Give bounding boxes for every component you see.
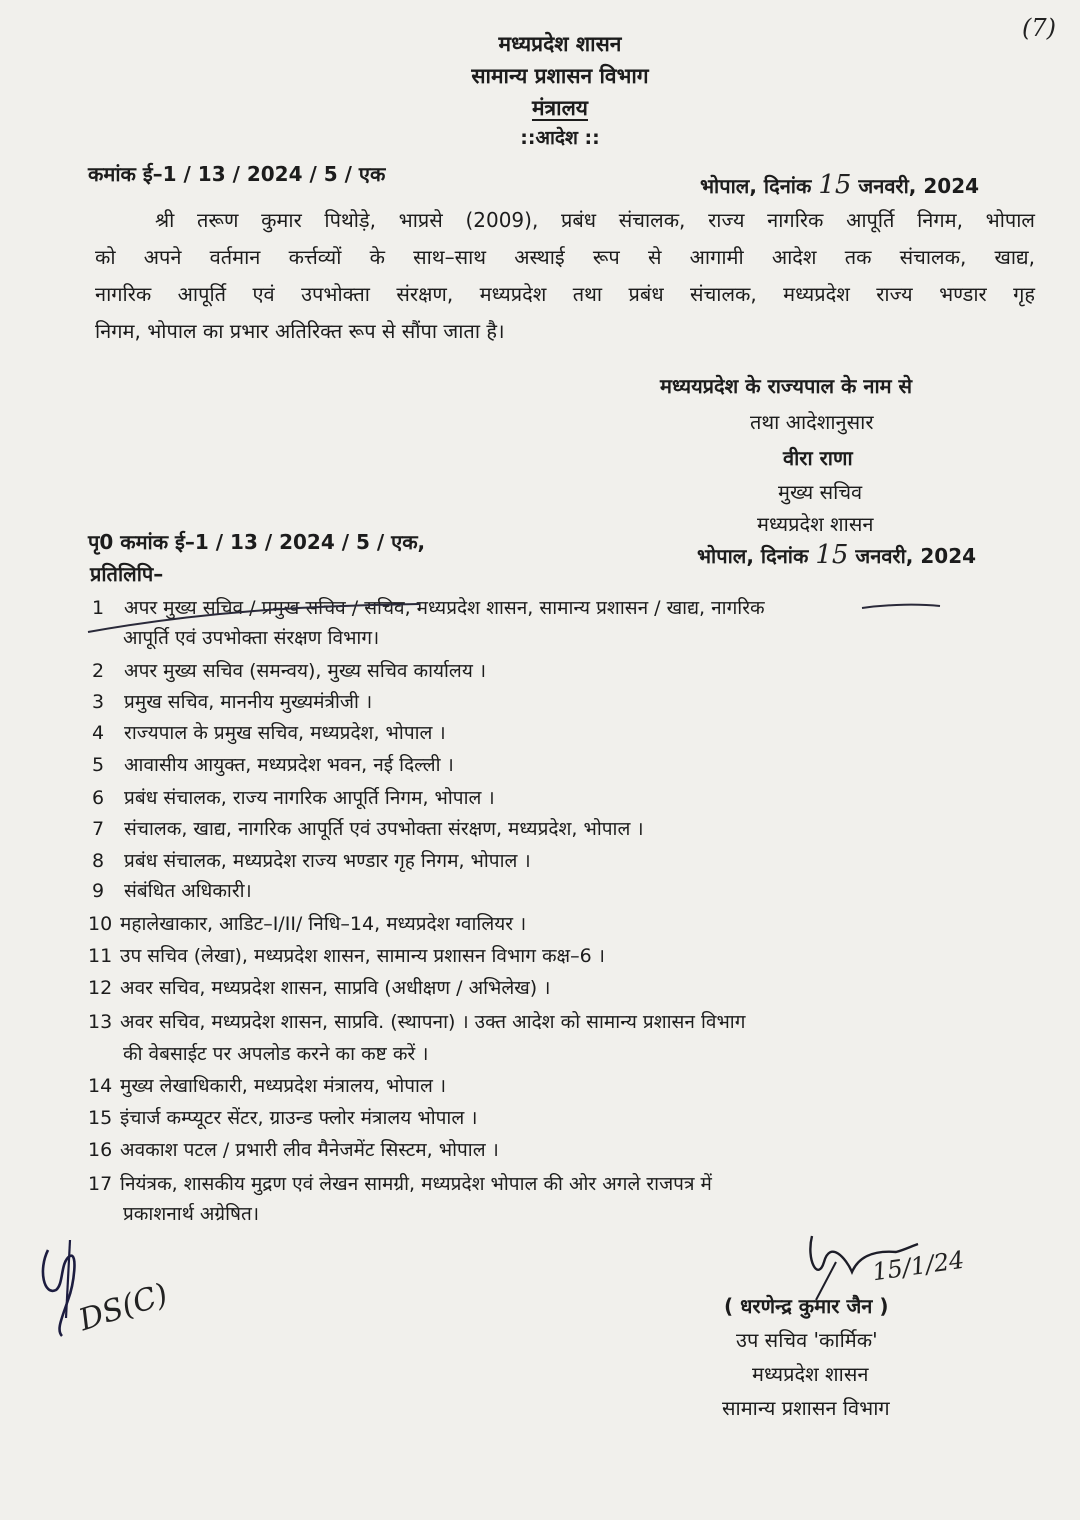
initials-annotation: DS(C) (74, 1276, 173, 1339)
list-item: 15 इंचार्ज कम्प्यूटर सेंटर, ग्राउन्ड फ्लोर मंत्रालय भोपाल । (88, 1107, 478, 1129)
list-item: 9 संबंधित अधिकारी। (92, 880, 252, 902)
list-item: 17 नियंत्रक, शासकीय मुद्रण एवं लेखन सामग्री, मध्यप्रदेश भोपाल की ओर अगले राजपत्र में (88, 1173, 712, 1195)
list-item: 11 उप सचिव (लेखा), मध्यप्रदेश शासन, सामान्य प्रशासन विभाग कक्ष–6 । (88, 945, 606, 967)
signatory1-designation: मुख्य सचिव (778, 480, 863, 504)
list-item: 14 मुख्य लेखाधिकारी, मध्यप्रदेश मंत्रालय, भोपाल । (88, 1075, 447, 1097)
header-department: सामान्य प्रशासन विभाग (471, 64, 649, 88)
list-item: 10 महालेखाकार, आडिट–I/II/ निधि–14, मध्यप्रदेश ग्वालियर । (88, 913, 527, 935)
signatory2-office1: मध्यप्रदेश शासन (752, 1362, 869, 1386)
list-item: 1 अपर मुख्य सचिव / प्रमुख सचिव / सचिव, मध्यप्रदेश शासन, सामान्य प्रशासन / खाद्य, नागरिक (92, 597, 765, 619)
header-ministry: मंत्रालय (531, 96, 588, 120)
copy-date-prefix: भोपाल, दिनांक (697, 544, 809, 568)
signatory1-line2: तथा आदेशानुसार (750, 410, 874, 434)
list-item-continuation: आपूर्ति एवं उपभोक्ता संरक्षण विभाग। (123, 627, 380, 649)
order-number: कमांक ई–1 / 13 / 2024 / 5 / एक (88, 162, 386, 186)
list-item: 16 अवकाश पटल / प्रभारी लीव मैनेजमेंट सिस्टम, भोपाल । (88, 1139, 499, 1161)
list-item: 3 प्रमुख सचिव, माननीय मुख्यमंत्रीजी । (92, 691, 373, 713)
list-item: 4 राज्यपाल के प्रमुख सचिव, मध्यप्रदेश, भोपाल । (92, 722, 446, 744)
copy-date-suffix: जनवरी, 2024 (855, 544, 977, 568)
list-item: 7 संचालक, खाद्य, नागरिक आपूर्ति एवं उपभोक्ता संरक्षण, मध्यप्रदेश, भोपाल । (92, 818, 644, 840)
copy-number: पृ0 कमांक ई–1 / 13 / 2024 / 5 / एक, (88, 530, 426, 554)
order-date-suffix: जनवरी, 2024 (858, 174, 980, 198)
copy-date-day: 15 (815, 540, 849, 570)
list-item-continuation: की वेबसाईट पर अपलोड करने का कष्ट करें । (123, 1043, 429, 1065)
body-line: निगम, भोपाल का प्रभार अतिरिक्त रूप से सौंपा जाता है। (95, 319, 505, 343)
body-line: नागरिक आपूर्ति एवं उपभोक्ता संरक्षण, मध्यप्रदेश तथा प्रबंध संचालक, मध्यप्रदेश राज्य भण्डार गृह (95, 282, 1035, 306)
signatory1-name: वीरा राणा (783, 446, 853, 470)
list-item: 2 अपर मुख्य सचिव (समन्वय), मुख्य सचिव कार्यालय । (92, 660, 487, 682)
copy-label: प्रतिलिपि– (90, 562, 164, 586)
list-item: 13 अवर सचिव, मध्यप्रदेश शासन, साप्रवि. (स्थापना) । उक्त आदेश को सामान्य प्रशासन विभाग (88, 1011, 746, 1033)
header-government: मध्यप्रदेश शासन (498, 32, 622, 56)
list-item: 6 प्रबंध संचालक, राज्य नागरिक आपूर्ति निगम, भोपाल । (92, 787, 495, 809)
list-item: 5 आवासीय आयुक्त, मध्यप्रदेश भवन, नई दिल्ली । (92, 754, 454, 776)
order-date-prefix: भोपाल, दिनांक (700, 174, 812, 198)
signatory2-office2: सामान्य प्रशासन विभाग (722, 1396, 890, 1420)
signatory1-line1: मध्ययप्रदेश के राज्यपाल के नाम से (660, 374, 913, 398)
order-date-day: 15 (818, 170, 852, 200)
list-item-continuation: प्रकाशनार्थ अग्रेषित। (123, 1203, 260, 1225)
list-item: 12 अवर सचिव, मध्यप्रदेश शासन, साप्रवि (अधीक्षण / अभिलेख) । (88, 977, 551, 999)
body-line: श्री तरूण कुमार पिथोड़े, भाप्रसे (2009), प्रबंध संचालक, राज्य नागरिक आपूर्ति निगम, भोपाल (155, 208, 1035, 232)
body-line: को अपने वर्तमान कर्त्तव्यों के साथ–साथ अस्थाई रूप से आगामी आदेश तक संचालक, खाद्य, (95, 245, 1035, 269)
signatory2-designation: उप सचिव 'कार्मिक' (736, 1328, 878, 1352)
header-order-title: ::आदेश :: (520, 127, 600, 149)
list-item: 8 प्रबंध संचालक, मध्यप्रदेश राज्य भण्डार गृह निगम, भोपाल । (92, 850, 531, 872)
signature2-date: 15/1/24 (870, 1245, 967, 1287)
signatory1-office: मध्यप्रदेश शासन (757, 512, 874, 536)
signatory2-name: ( धरणेन्द्र कुमार जैन ) (724, 1294, 889, 1318)
page-mark: (7) (1022, 14, 1056, 42)
